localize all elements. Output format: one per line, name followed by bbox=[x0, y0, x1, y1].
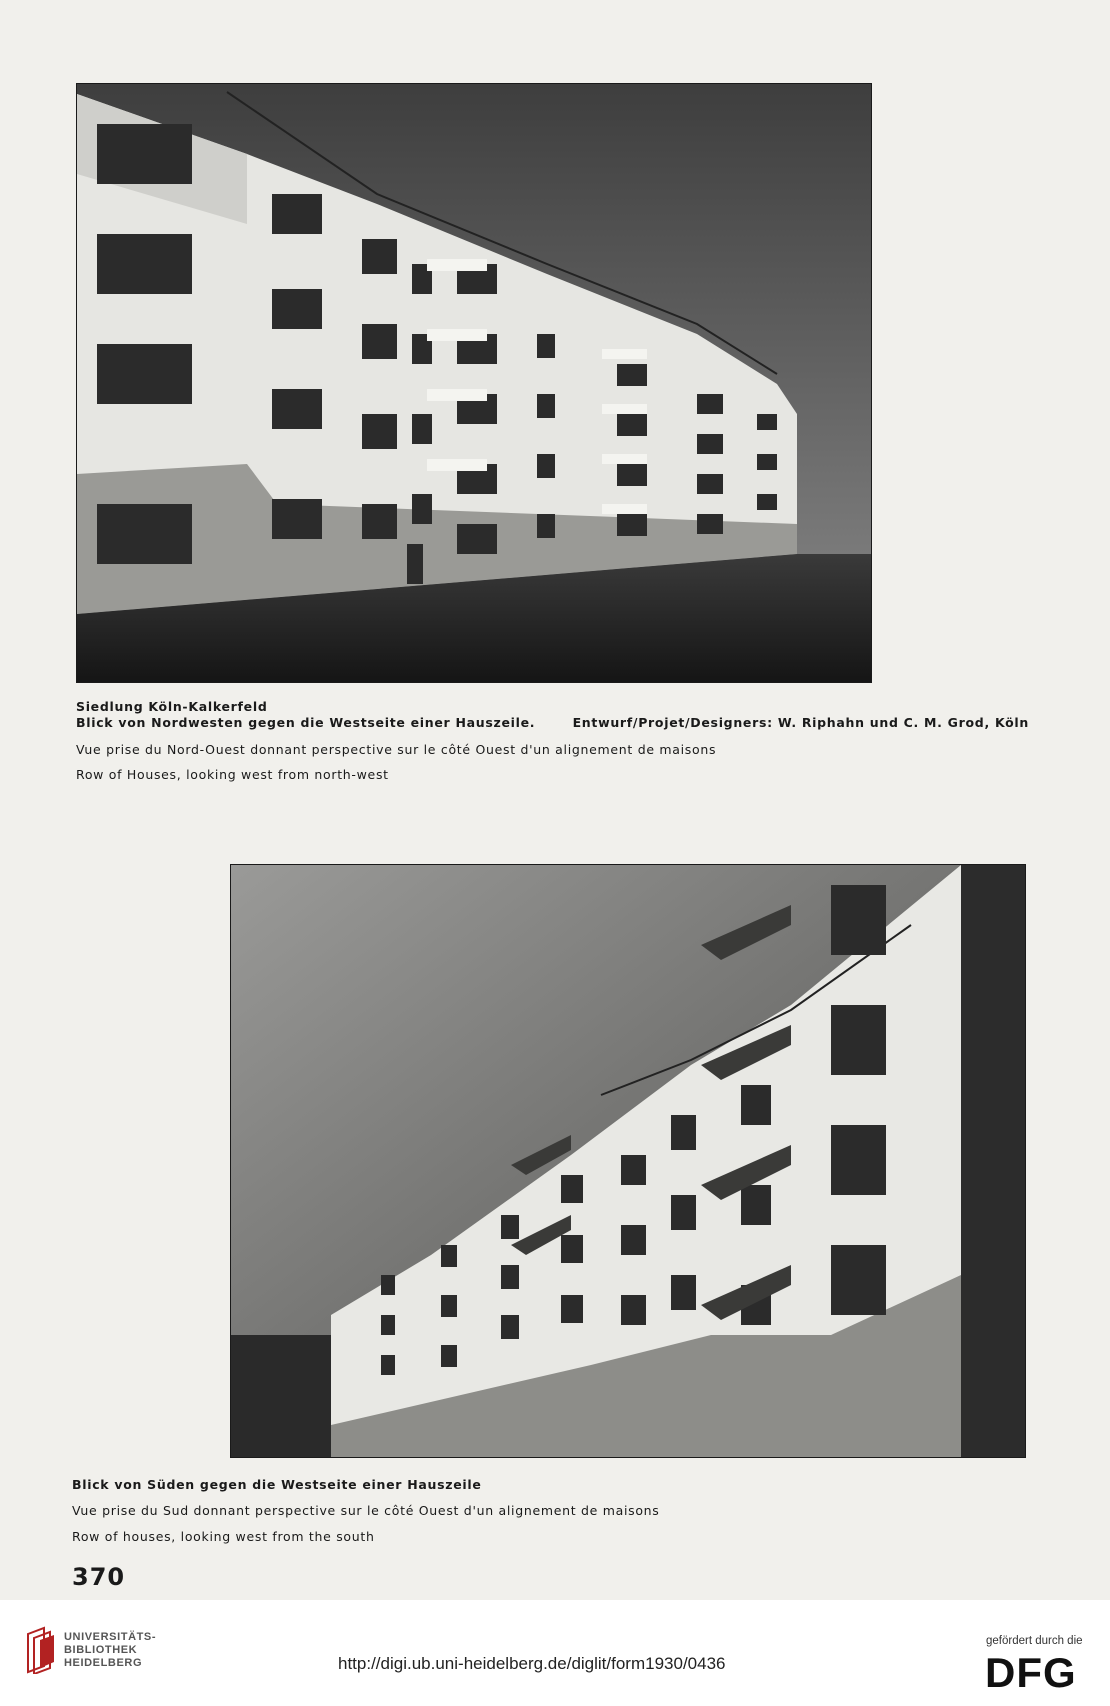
dfg-logo: DFG bbox=[985, 1649, 1077, 1696]
funding-label: gefördert durch die bbox=[986, 1635, 1083, 1647]
library-name-line-2: BIBLIOTHEK bbox=[64, 1644, 138, 1656]
library-name bbox=[64, 1631, 156, 1670]
photo-north-west-image bbox=[77, 84, 871, 682]
page-number: 370 bbox=[72, 1563, 126, 1591]
caption-1-german-line bbox=[76, 715, 1029, 730]
caption-1-french: Vue prise du Nord-Ouest donnant perspective sur le côté Ouest d'un alignement de maisons bbox=[76, 742, 717, 757]
footer-bar bbox=[0, 1600, 1110, 1706]
caption-1-english: Row of Houses, looking west from north-west bbox=[76, 767, 389, 782]
photo-north-west-view bbox=[76, 83, 872, 683]
library-name-line-1: UNIVERSITÄTS- bbox=[64, 1631, 157, 1643]
caption-1-title: Siedlung Köln-Kalkerfeld bbox=[76, 699, 268, 714]
library-name-line-3: HEIDELBERG bbox=[64, 1657, 143, 1669]
library-logo-icon bbox=[26, 1626, 56, 1674]
caption-2-english: Row of houses, looking west from the south bbox=[72, 1529, 375, 1544]
caption-1-credit: Entwurf/Projet/Designers: W. Riphahn und C. M. Grod, Köln bbox=[572, 715, 1029, 730]
caption-2-french: Vue prise du Sud donnant perspective sur le côté Ouest d'un alignement de maisons bbox=[72, 1503, 660, 1518]
caption-1-german: Blick von Nordwesten gegen die Westseite einer Hauszeile. bbox=[76, 715, 536, 730]
photo-south-view bbox=[230, 864, 1026, 1458]
permalink-url[interactable]: http://digi.ub.uni-heidelberg.de/diglit/form1930/0436 bbox=[338, 1654, 726, 1673]
caption-2-german: Blick von Süden gegen die Westseite einer Hauszeile bbox=[72, 1477, 482, 1492]
photo-south-image bbox=[231, 865, 1025, 1457]
